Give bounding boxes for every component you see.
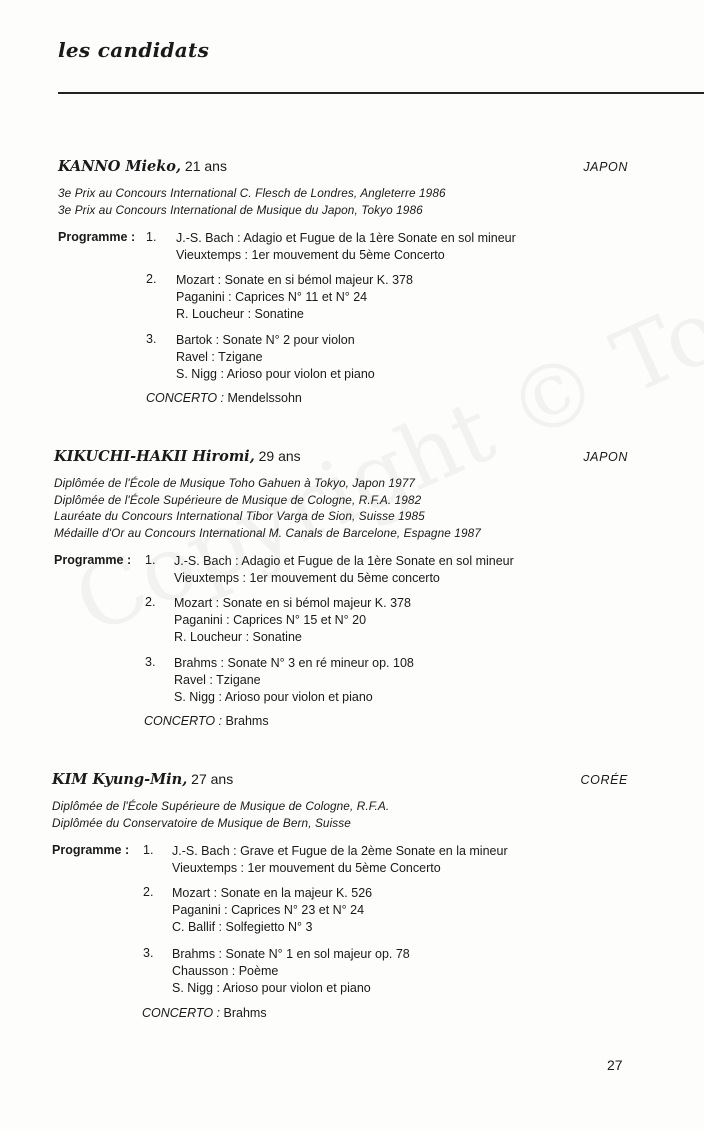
- concerto-line: [146, 391, 302, 405]
- programme-line: Paganini : Caprices N° 23 et N° 24: [172, 903, 365, 917]
- concerto-label: CONCERTO :: [144, 714, 223, 728]
- programme-line: Paganini : Caprices N° 11 et N° 24: [176, 290, 368, 304]
- concerto-label: CONCERTO :: [142, 1006, 221, 1020]
- programme-line: Bartok : Sonate N° 2 pour violon: [176, 333, 355, 347]
- concerto-label: CONCERTO :: [146, 391, 225, 405]
- programme-line: Ravel : Tzigane: [174, 673, 261, 687]
- programme-block: [174, 553, 514, 587]
- candidate-heading: [54, 448, 301, 465]
- programme-line: S. Nigg : Arioso pour violon et piano: [174, 690, 373, 704]
- candidate-name: KANNO Mieko,: [58, 158, 182, 175]
- candidate-country: JAPON: [583, 160, 628, 174]
- programme-block: [176, 272, 413, 323]
- programme-line: Vieuxtemps : 1er mouvement du 5ème Concerto: [172, 861, 441, 875]
- programme-block: [174, 655, 414, 706]
- award-line: Médaille d'Or au Concours International M. Canals de Barcelone, Espagne 1987: [54, 525, 481, 540]
- award-line: Diplômée de l'École de Musique Toho Gahuen à Tokyo, Japon 1977: [54, 476, 416, 490]
- candidate-name: KIKUCHI-HAKII Hiromi,: [54, 448, 255, 465]
- programme-block: [172, 843, 508, 877]
- candidate-age: 27 ans: [191, 771, 234, 787]
- award-line: 3e Prix au Concours International de Musique du Japon, Tokyo 1986: [58, 202, 423, 217]
- concerto-line: [144, 714, 269, 728]
- concerto-line: [142, 1006, 267, 1020]
- programme-number: 1.: [146, 230, 157, 244]
- programme-line: R. Loucheur : Sonatine: [174, 630, 302, 644]
- programme-line: C. Ballif : Solfegietto N° 3: [172, 920, 313, 934]
- title-rule: [58, 92, 704, 94]
- programme-number: 1.: [143, 843, 154, 857]
- programme-line: S. Nigg : Arioso pour violon et piano: [172, 981, 371, 995]
- programme-line: Vieuxtemps : 1er mouvement du 5ème concerto: [174, 571, 440, 585]
- page-title: les candidats: [58, 38, 210, 62]
- programme-label: Programme :: [54, 553, 132, 567]
- candidate-name: KIM Kyung-Min,: [52, 771, 188, 788]
- programme-block: [176, 332, 375, 383]
- concerto-value: Brahms: [223, 1006, 267, 1020]
- programme-block: [174, 595, 411, 646]
- candidate-country: JAPON: [583, 450, 628, 464]
- programme-line: Ravel : Tzigane: [176, 350, 263, 364]
- programme-line: J.-S. Bach : Grave et Fugue de la 2ème Sonate en la mineur: [172, 844, 508, 858]
- award-line: Diplômée de l'École Supérieure de Musique de Cologne, R.F.A. 1982: [54, 492, 422, 507]
- programme-block: [176, 230, 516, 264]
- programme-line: S. Nigg : Arioso pour violon et piano: [176, 367, 375, 381]
- programme-line: Brahms : Sonate N° 3 en ré mineur op. 108: [174, 656, 414, 670]
- concerto-value: Brahms: [225, 714, 269, 728]
- programme-line: R. Loucheur : Sonatine: [176, 307, 304, 321]
- candidate-country: CORÉE: [580, 773, 628, 787]
- candidate-age: 21 ans: [184, 158, 227, 174]
- award-line: Diplômée de l'École Supérieure de Musique de Cologne, R.F.A.: [52, 799, 390, 813]
- candidate-awards: [58, 185, 446, 218]
- programme-line: J.-S. Bach : Adagio et Fugue de la 1ère Sonate en sol mineur: [174, 554, 514, 568]
- programme-line: Brahms : Sonate N° 1 en sol majeur op. 78: [172, 947, 410, 961]
- programme-line: Mozart : Sonate en si bémol majeur K. 378: [176, 273, 413, 287]
- candidate-awards: [52, 798, 389, 831]
- programme-line: Mozart : Sonate en la majeur K. 526: [172, 886, 373, 900]
- programme-line: Vieuxtemps : 1er mouvement du 5ème Concerto: [176, 248, 445, 262]
- programme-number: 1.: [145, 553, 156, 567]
- programme-line: Mozart : Sonate en si bémol majeur K. 378: [174, 596, 411, 610]
- programme-number: 2.: [145, 595, 156, 609]
- programme-number: 3.: [146, 332, 157, 346]
- programme-label: Programme :: [58, 230, 136, 244]
- programme-number: 2.: [146, 272, 157, 286]
- concerto-value: Mendelssohn: [227, 391, 302, 405]
- programme-block: [172, 946, 410, 997]
- programme-line: J.-S. Bach : Adagio et Fugue de la 1ère Sonate en sol mineur: [176, 231, 516, 245]
- award-line: 3e Prix au Concours International C. Flesch de Londres, Angleterre 1986: [58, 186, 446, 200]
- programme-label: Programme :: [52, 843, 130, 857]
- programme-line: Chausson : Poème: [172, 964, 279, 978]
- award-line: Lauréate du Concours International Tibor Varga de Sion, Suisse 1985: [54, 509, 425, 523]
- programme-number: 2.: [143, 885, 154, 899]
- programme-number: 3.: [145, 655, 156, 669]
- award-line: Diplômée du Conservatoire de Musique de Bern, Suisse: [52, 815, 351, 830]
- candidate-awards: [54, 475, 481, 541]
- page-number: 27: [607, 1057, 623, 1073]
- candidate-age: 29 ans: [258, 448, 301, 464]
- candidate-heading: [58, 158, 227, 175]
- candidate-heading: [52, 771, 233, 788]
- programme-number: 3.: [143, 946, 154, 960]
- programme-block: [172, 885, 372, 936]
- programme-line: Paganini : Caprices N° 15 et N° 20: [174, 613, 367, 627]
